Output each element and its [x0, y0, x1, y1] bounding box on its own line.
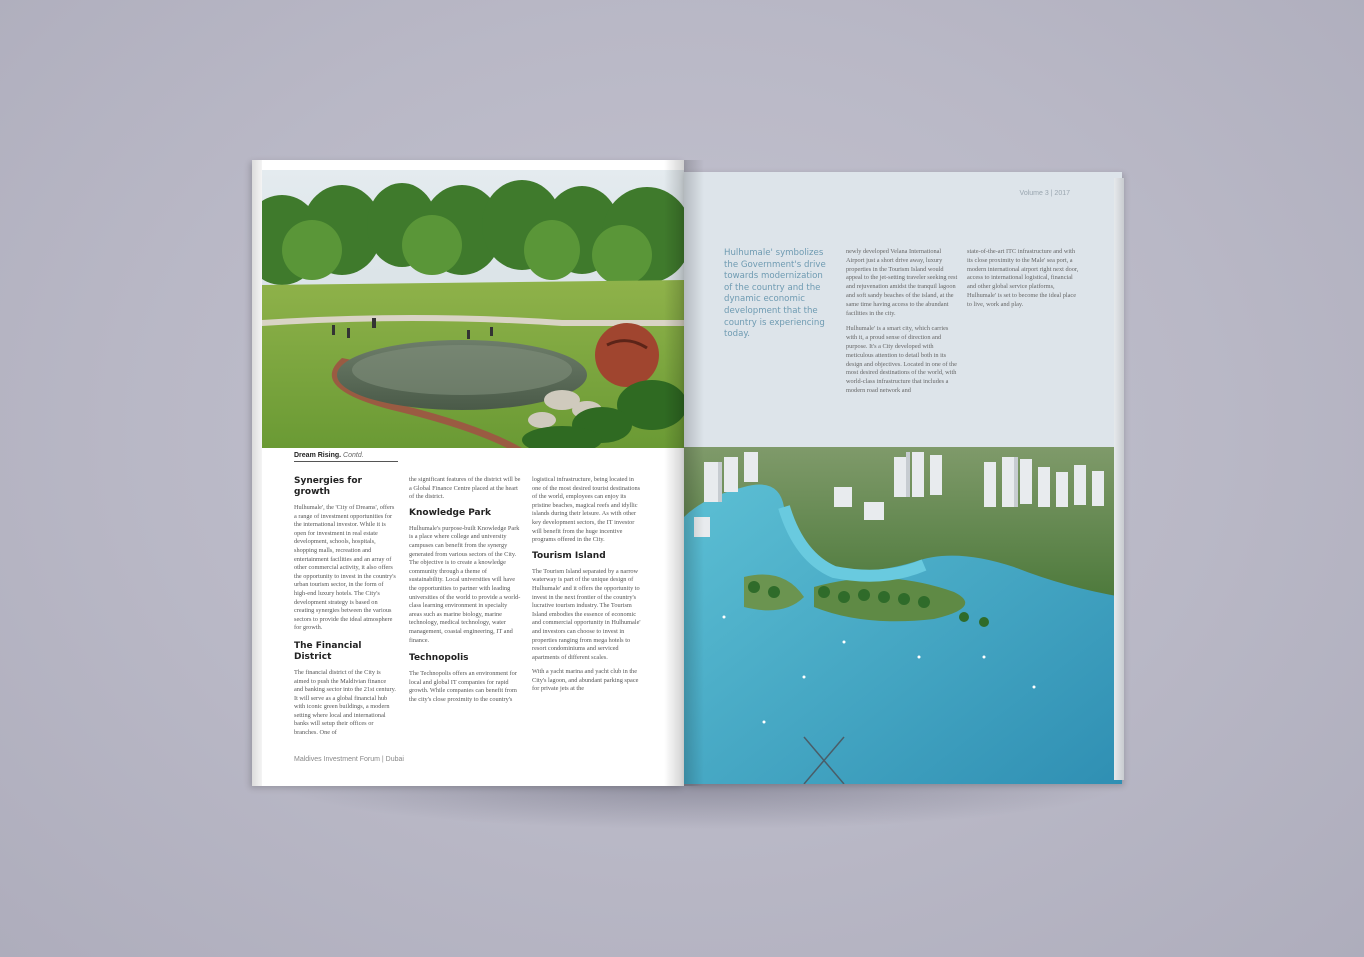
- paragraph: Hulhumale's purpose-built Knowledge Park is a place where college and university campuses can benefit from the synergy generated from various sectors of the City. The objective is to create a knowledge community through a theme of sustainability. Local universities will have the opportunities to partner with leading universities of the world to provide a world-class learning environment in specialty areas such as marine biology, marine technology, medical technology, water management, coastal engineering, IT and finance.: [409, 524, 521, 644]
- paragraph: the significant features of the district will be a Global Finance Centre placed at the heart of the district.: [409, 476, 521, 501]
- caption-italic: Contd.: [343, 452, 364, 459]
- volume-label: Volume 3 | 2017: [1019, 190, 1070, 197]
- paragraph: With a yacht marina and yacht club in the City's lagoon, and abundant parking space for private jets at the: [532, 668, 639, 693]
- heading-knowledge-park: Knowledge Park: [409, 507, 492, 518]
- heading-technopolis: Technopolis: [409, 653, 469, 664]
- page-footer: Maldives Investment Forum | Dubai: [294, 756, 404, 763]
- right-page-edge: [1114, 178, 1124, 780]
- heading-synergies: Synergies for growth: [294, 476, 362, 497]
- left-page-edge: [252, 160, 262, 786]
- left-column-1: [294, 476, 396, 744]
- paragraph: Hulhumale' is a smart city, which carries with it, a proud sense of direction and purpose. It's a City developed with meticulous attention to detail both in its design and objectives. Located in one of the most desired destinations of the world, with world-class infrastructure that includes a modern road network and: [846, 325, 957, 394]
- paragraph: The Tourism Island separated by a narrow waterway is part of the unique design of Hulhumale' and it offers the opportunity to invest in the next frontier of the country's lucrative tourism industry. The Tourism Island embodies the essence of economic and commercial opportunity in Hulhumale' and investors can choose to invest in properties ranging from mega hotels to resort condominiums and serviced apartments of different scales.: [532, 567, 641, 661]
- right-page: [684, 172, 1122, 784]
- aerial-photo: [684, 447, 1122, 784]
- left-column-3: [532, 476, 644, 700]
- paragraph: logistical infrastructure, being located in one of the most desired tourist destinations of the world, employees can enjoy its pristine beaches, magical reefs and idyllic islands during their leisure. As with other key development sectors, the IT investor will benefit from the huge incentive programs offered in the City.: [532, 476, 641, 544]
- paragraph: newly developed Velana International Airport just a short drive away, luxury properties in the Tourism Island would appeal to the jet-setting traveler seeking rest and rejuvenation amidst the tranquil lagoon and soft sandy beaches of the island, at the same time having access to the abundant facilities in the city.: [846, 248, 958, 317]
- pull-quote: Hulhumale' symbolizes the Government's drive towards modernization of the country and the dynamic economic development that the country is experiencing today.: [724, 248, 826, 340]
- paragraph: The Technopolis offers an environment for local and global IT companies for rapid growth. While companies can benefit from the city's close proximity to the country's: [409, 670, 517, 703]
- paragraph: state-of-the-art ITC infrastructure and with its close proximity to the Male' sea port, a modern international airport right next door, access to international logistical, financial and other global service platforms, Hulhumale' is set to become the ideal place to live, work and play.: [967, 248, 1079, 308]
- heading-financial-district: The Financial District: [294, 640, 362, 662]
- heading-tourism-island: Tourism Island: [532, 550, 606, 561]
- caption-bold: Dream Rising.: [294, 452, 342, 459]
- right-column-3: [967, 248, 1079, 317]
- paragraph: The financial district of the City is aimed to push the Maldivian finance and banking sector into the 21st century. It will serve as a global financial hub with iconic green buildings, a modern setting where local and international banks will setup their offices or branches. One of: [294, 668, 396, 737]
- paragraph: Hulhumale', the 'City of Dreams', offers a range of investment opportunities for the international investor. While it is open for investment in real estate development, schools, hospitals, shopping malls, recreation and entertainment facilities and an array of other commercial activity, it also offers the opportunity to invest in the country's urban tourism sector, in the form of high-end luxury hotels. The City's development strategy is based on creating synergies between the various sectors to provide the ideal atmosphere for growth.: [294, 504, 396, 632]
- left-column-2: [409, 476, 521, 710]
- section-caption: [294, 452, 398, 462]
- left-page: [252, 160, 684, 786]
- park-photo: [262, 170, 684, 448]
- right-column-2: [846, 248, 958, 403]
